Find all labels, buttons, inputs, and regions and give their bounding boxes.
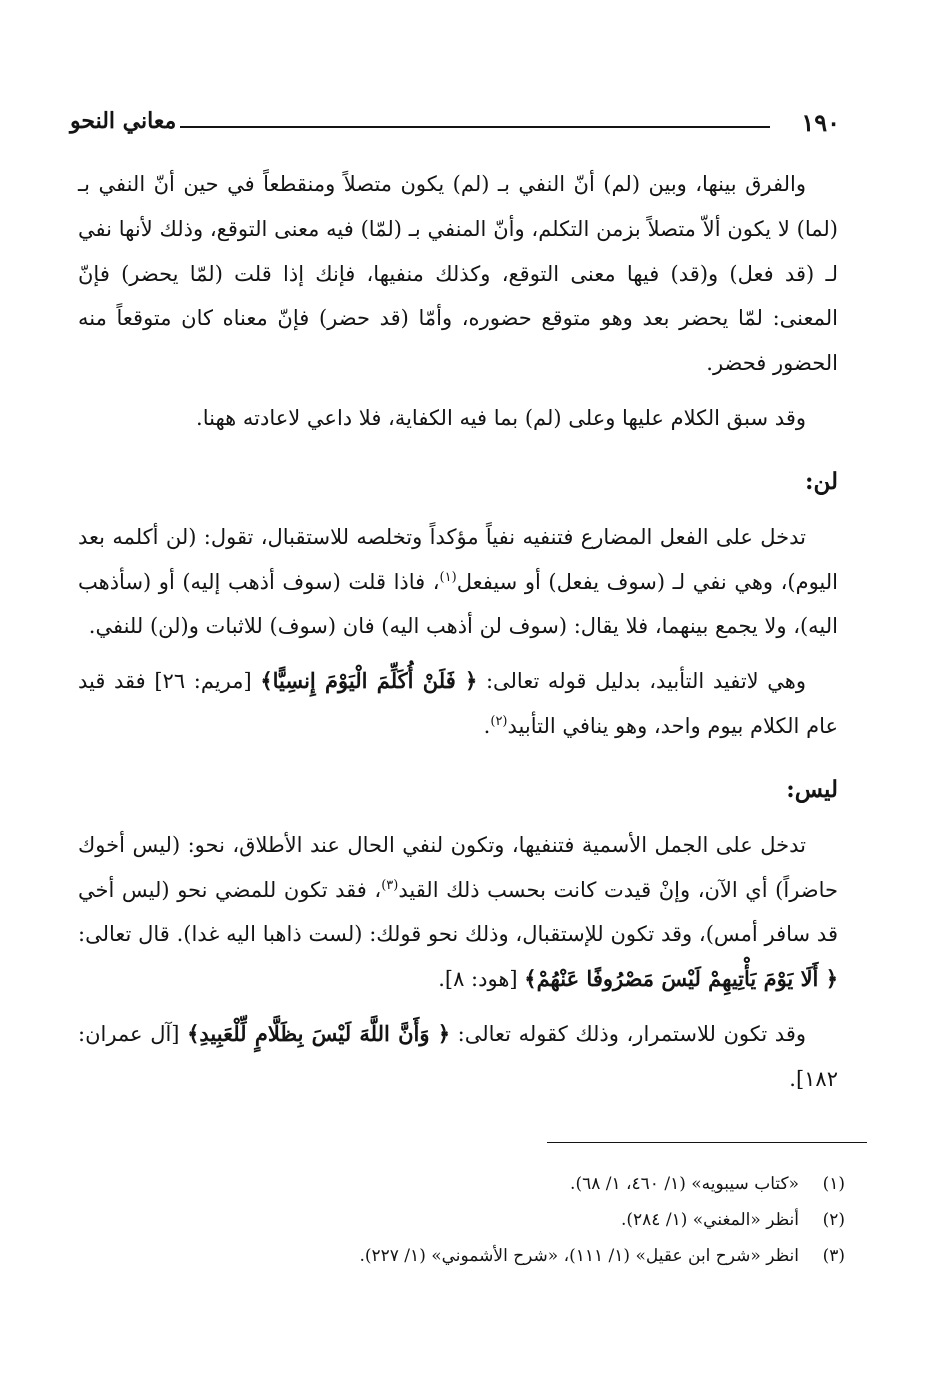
- footnote-number: (١): [822, 1174, 845, 1194]
- footnote-number: (٣): [822, 1246, 845, 1266]
- footnote-text: «كتاب سيبويه» (١/ ٤٦٠، ١/ ٦٨).: [570, 1174, 799, 1194]
- paragraph-laysa-continuity: [78, 1012, 838, 1102]
- text-run: ، فاذا قلت (سوف أذهب إليه) أو (سأذهب اليه)، ولا يجمع بينهما، فلا يقال: (سوف لن أذهب اليه) فان (سوف) للاثبات و(لن) للنفي.: [78, 569, 838, 639]
- paragraph-lima-comparison: والفرق بينها، وبين (لم) أنّ النفي بـ (لم) يكون متصلاً ومنقطعاً في حين أنّ النفي بـ (لما) لا يكون ألاّ متصلاً بزمن التكلم، وأنّ المنفي بـ (لمّا) فيه معنى التوقع، وذلك لأنها نفي لـ (قد فعل) و(قد) فيها معنى التوقع، وكذلك منفيها، فإنك إذا قلت (لمّا يحضر) فإنّ المعنى: لمّا يحضر بعد وهو متوقع حضوره، وأمّا (قد حضر) فإنّ معناه كان متوقعاً منه الحضور فحضر.: [78, 172, 838, 376]
- page-number: ١٩٠: [801, 108, 840, 137]
- footnote-separator: [547, 1142, 867, 1143]
- footnote-ref: (٣): [381, 877, 399, 893]
- text-run: ، فقد تكون للمضي نحو (ليس أخي قد سافر أمس)، وقد تكون للإستقبال، وذلك نحو قولك: (لست ذاهبا اليه غدا). قال تعالى:: [78, 877, 838, 947]
- text-run: [مريم: ٢٦] فقد قيد عام الكلام بيوم واحد، وهو ينافي التأبيد: [78, 669, 838, 738]
- header-rule: [180, 126, 770, 128]
- footnote-item: [105, 1238, 845, 1274]
- footnote-text: انظر «شرح ابن عقيل» (١/ ١١١)، «شرح الأشموني» (١/ ٢٢٧).: [359, 1246, 799, 1266]
- text-run: وهي لاتفيد التأبيد، بدليل قوله تعالى:: [477, 669, 806, 694]
- text-run: وقد تكون للاستمرار، وذلك كقوله تعالى:: [450, 1021, 806, 1046]
- footnote-number: (٢): [822, 1210, 845, 1230]
- page-header: [70, 108, 840, 148]
- footnote-item: [105, 1166, 845, 1202]
- footnote-ref: (٢): [490, 713, 508, 729]
- text-run: تدخل على الفعل المضارع فتنفيه نفياً مؤكداً وتخلصه للاستقبال، تقول: (لن أكلمه بعد اليوم)، وهي نفي لـ (سوف يفعل) أو سيفعل: [78, 524, 838, 594]
- footnote-text: أنظر «المغني» (١/ ٢٨٤).: [621, 1210, 799, 1230]
- heading-lan: لن:: [804, 467, 838, 495]
- running-title: معاني النحو: [70, 108, 177, 134]
- page-body: [78, 162, 838, 1102]
- footnotes: [105, 1166, 845, 1274]
- paragraph-lima-reference: وقد سبق الكلام عليها وعلى (لم) بما فيه الكفاية، فلا داعي لاعادته ههنا.: [196, 405, 806, 430]
- text-run: .: [483, 713, 491, 738]
- quran-verse: ﴿ أَلَا يَوْمَ يَأْتِيهِمْ لَيْسَ مَصْرُوفًا عَنْهُمْ﴾: [524, 966, 838, 992]
- text-run: تدخل على الجمل الأسمية فتنفيها، وتكون لنفي الحال عند الأطلاق، نحو: (ليس أخوك حاضراً) أي الآن، وإنْ قيدت كانت بحسب ذلك القيد: [78, 832, 838, 902]
- text-run: [آل عمران: ١٨٢].: [78, 1021, 838, 1091]
- paragraph-lan-taabid: [78, 659, 838, 749]
- footnote-ref: (١): [439, 569, 457, 585]
- quran-verse: ﴿ فَلَنْ أُكَلِّمَ الْيَوْمَ إِنسِيًّا﴾: [260, 668, 478, 694]
- paragraph-laysa-definition: [78, 823, 838, 1002]
- paragraph-lan-definition: [78, 515, 838, 649]
- footnote-item: [105, 1202, 845, 1238]
- quran-verse: ﴿ وَأَنَّ اللَّهَ لَيْسَ بِظَلَّامٍ لِّلْعَبِيدِ﴾: [187, 1020, 451, 1046]
- heading-laysa: ليس:: [786, 775, 838, 803]
- text-run: [هود: ٨].: [438, 967, 525, 992]
